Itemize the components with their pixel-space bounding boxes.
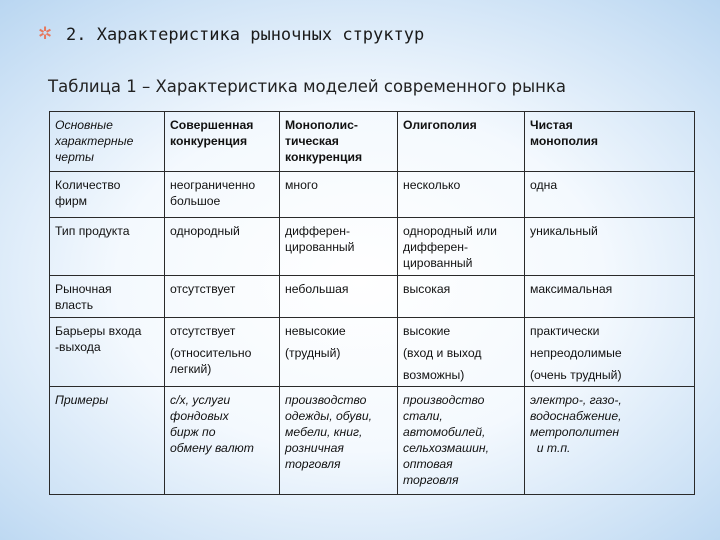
cell-power-perfect [165, 276, 280, 318]
slide-heading: 2. Характеристика рыночных структур [66, 25, 425, 45]
cell-examples-perfect [165, 387, 280, 495]
cell-line: водоснабжение, [530, 409, 622, 423]
cell-firms-oligopoly [398, 172, 525, 218]
cell-product-oligopoly [398, 218, 525, 276]
cell-line: одна [530, 178, 558, 192]
cell-line: мебели, книг, [285, 425, 363, 439]
table-row [50, 172, 695, 218]
cell-line: небольшая [285, 282, 349, 296]
header-row [50, 112, 695, 172]
cell-line: характерные [55, 134, 134, 148]
cell-line: монополия [530, 134, 598, 148]
table-row [50, 387, 695, 495]
cell-line: стали, [403, 409, 443, 423]
cell-line: Тип продукта [55, 224, 130, 238]
cell-product-monopoly [525, 218, 695, 276]
cell-examples-monopoly [525, 387, 695, 495]
cell-line: бирж по [170, 425, 216, 439]
table-row [50, 218, 695, 276]
cell-line: максимальная [530, 282, 613, 296]
cell-line: метрополитен [530, 425, 620, 439]
cell-line: конкуренция [285, 150, 363, 164]
row-label-examples [50, 387, 165, 495]
cell-line: (трудный) [285, 346, 341, 360]
cell-line: дифферен- [285, 224, 351, 238]
cell-line: Монополис- [285, 118, 358, 132]
cell-barriers-monopolistic [280, 318, 398, 387]
cell-line: Олигополия [403, 118, 477, 132]
row-label-product [50, 218, 165, 276]
table-caption: Таблица 1 – Характеристика моделей современного рынка [48, 77, 567, 96]
cell-line: невысокие [285, 324, 346, 338]
cell-line: дифферен- [403, 240, 469, 254]
cell-line: обмену валют [170, 441, 254, 455]
cell-examples-monopolistic [280, 387, 398, 495]
cell-line: торговля [285, 457, 341, 471]
cell-line: черты [55, 150, 94, 164]
cell-line: фондовых [170, 409, 229, 423]
row-label-barriers [50, 318, 165, 387]
cell-line: конкуренция [170, 134, 248, 148]
cell-line: производство [285, 393, 367, 407]
cell-line: практически [530, 324, 600, 338]
cell-line: отсутствует [170, 282, 236, 296]
cell-line: высокая [403, 282, 451, 296]
cell-line: большое [170, 194, 221, 208]
cell-line: Рыночная [55, 282, 112, 296]
cell-line: власть [55, 298, 94, 312]
row-label-firms [50, 172, 165, 218]
cell-line: цированный [403, 256, 473, 270]
cell-line: (вход и выход [403, 346, 482, 360]
cell-line: торговля [403, 473, 459, 487]
cell-line: тическая [285, 134, 339, 148]
cell-line: розничная [285, 441, 344, 455]
cell-line: (относительно [170, 346, 252, 360]
cell-firms-monopolistic [280, 172, 398, 218]
header-pure-monopoly [525, 112, 695, 172]
cell-line: несколько [403, 178, 461, 192]
cell-line: с/х, услуги [170, 393, 231, 407]
cell-line: Совершенная [170, 118, 254, 132]
cell-line: фирм [55, 194, 87, 208]
header-monopolistic-competition [280, 112, 398, 172]
cell-line: отсутствует [170, 324, 236, 338]
cell-power-oligopoly [398, 276, 525, 318]
market-structures-table [49, 111, 695, 495]
cell-firms-perfect [165, 172, 280, 218]
row-label-power [50, 276, 165, 318]
cell-line: много [285, 178, 318, 192]
cell-line: -выхода [55, 340, 101, 354]
cell-line: непреодолимые [530, 346, 622, 360]
cell-line: уникальный [530, 224, 598, 238]
cell-examples-oligopoly [398, 387, 525, 495]
cell-line: Основные [55, 118, 113, 132]
cell-line: сельхозмашин, [403, 441, 489, 455]
header-features [50, 112, 165, 172]
cell-line: однородный или [403, 224, 497, 238]
cell-line: оптовая [403, 457, 453, 471]
cell-line: возможны) [403, 368, 465, 382]
cell-line: высокие [403, 324, 451, 338]
header-perfect-competition [165, 112, 280, 172]
cell-product-monopolistic [280, 218, 398, 276]
cell-line: Количество [55, 178, 121, 192]
cell-barriers-monopoly [525, 318, 695, 387]
cell-line: автомобилей, [403, 425, 486, 439]
cell-line: Барьеры входа [55, 324, 142, 338]
table-row [50, 318, 695, 387]
cell-power-monopoly [525, 276, 695, 318]
cell-line: (очень трудный) [530, 368, 622, 382]
cell-line: цированный [285, 240, 355, 254]
cell-barriers-perfect [165, 318, 280, 387]
cell-line: одежды, обуви, [285, 409, 373, 423]
cell-power-monopolistic [280, 276, 398, 318]
cell-line: однородный [170, 224, 240, 238]
cell-firms-monopoly [525, 172, 695, 218]
header-oligopoly [398, 112, 525, 172]
cell-line: Примеры [55, 393, 109, 407]
cell-line: электро-, газо-, [530, 393, 622, 407]
cell-line: легкий) [170, 362, 212, 376]
cell-line: и т.п. [530, 441, 571, 455]
cell-line: Чистая [530, 118, 573, 132]
cell-barriers-oligopoly [398, 318, 525, 387]
table-row [50, 276, 695, 318]
cell-line: неограниченно [170, 178, 256, 192]
asterisk-icon: ✲ [38, 24, 53, 44]
cell-line: производство [403, 393, 485, 407]
cell-product-perfect [165, 218, 280, 276]
